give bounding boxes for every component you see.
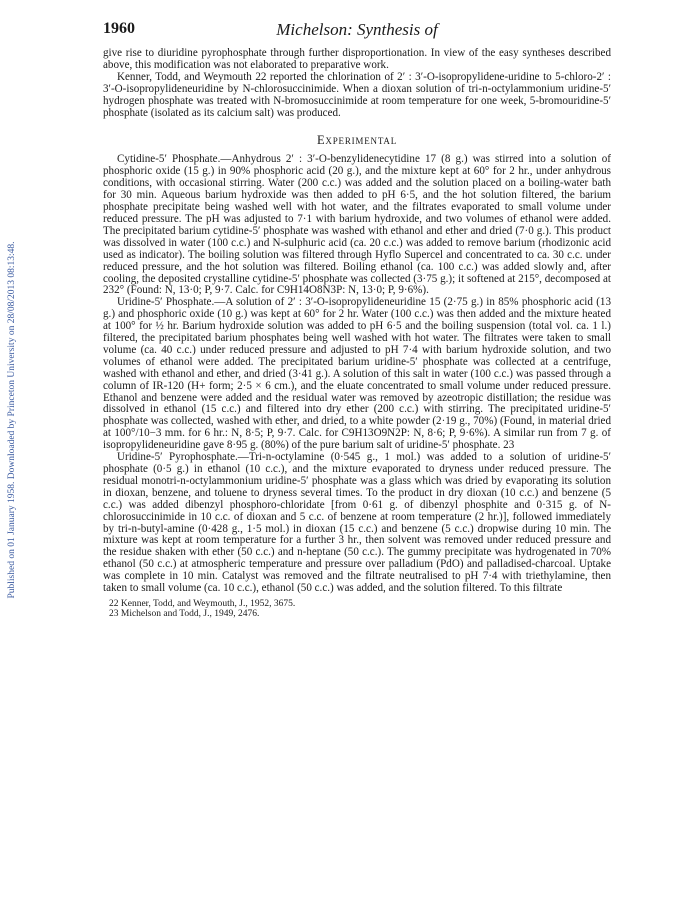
download-notice: Published on 01 January 1958. Downloaded by Princeton University on 28/08/2013 08:13:48.: [7, 241, 17, 599]
paragraph-2: Kenner, Todd, and Weymouth 22 reported the chlorination of 2′ : 3′-O-isopropylidene-uridine to 5-chloro-2′ : 3′-O-isopropylideneuridine by N-chlorosuccinimide. When a dioxan solution of tri-n-octylammonium uridine-5′ hydrogen phosphate was treated with N-bromosuccinimide at room temperature for one week, 5-bromouridine-5′ phosphate (isolated as its calcium salt) was produced.: [103, 70, 611, 119]
paragraph-1: give rise to diuridine pyrophosphate through further disproportionation. In view of the easy syntheses described above, this modification was not elaborated to preparative work.: [103, 47, 611, 71]
section-heading: Experimental: [316, 133, 397, 148]
paragraph-cytidine-phosphate: Cytidine-5′ Phosphate.—Anhydrous 2′ : 3′-O-benzylidenecytidine 17 (8 g.) was stirred into a solution of phosphoric oxide (15 g.) in 90% phosphoric acid (20 g.), and the mixture kept at 60° for 2 hr., under anhydrous conditions, with occasional stirring. Water (200 c.c.) was added and the solution placed on a boiling-water bath for 30 min. Aqueous barium hydroxide was then added to pH 6·5, and the hot solution filtered, the barium phosphate precipitate being washed well with hot water, and the filtrates evaporated to small volume under reduced pressure. The pH was adjusted to 7·1 with barium hydroxide, and two volumes of ethanol were added. The precipitated barium cytidine-5′ phosphate was washed with ethanol and ether and dried (7·0 g.). This product was dissolved in water (100 c.c.) and N-sulphuric acid (ca. 20 c.c.) was added to remove barium (rhodizonic acid used as indicator). The boiling solution was filtered through Hyflo Supercel and concentrated to ca. 30 c.c. under reduced pressure, and the hot solution was filtered. Boiling ethanol (ca. 100 c.c.) was added slowly and, after cooling, the deposited crystalline cytidine-5′ phosphate was collected (3·75 g.); it softened at 215°, decomposed at 232° (Found: N, 13·0; P, 9·7. Calc. for C9H14O8N3P: N, 13·0; P, 9·6%).: [103, 153, 611, 297]
running-title: Michelson: Synthesis of: [276, 20, 438, 39]
article-body: [103, 48, 611, 620]
page-number: 1960: [103, 20, 135, 37]
footnote-23: 23 Michelson and Todd, J., 1949, 2476.: [109, 609, 260, 620]
footnote-22: 22 Kenner, Todd, and Weymouth, J., 1952, 3675.: [109, 598, 296, 609]
paragraph-uridine-phosphate: Uridine-5′ Phosphate.—A solution of 2′ : 3′-O-isopropylideneuridine 15 (2·75 g.) in 85% phosphoric acid (13 g.) and phosphoric oxide (10 g.) was kept at 60° for 2 hr. Water (100 c.c.) was then added and the mixture heated at 100° for ½ hr. Barium hydroxide solution was added to pH 6·5 and the boiling suspension (total vol. ca. 1 l.) filtered, the precipitated barium phosphates being well washed with hot water. The filtrates were taken to small volume (ca. 40 c.c.) under reduced pressure and adjusted to pH 7·4 with barium hydroxide solution, and two volumes of ethanol were added. The precipitated barium uridine-5′ phosphate was collected at a centrifuge, washed with ethanol and ether, and dried (3·41 g.). A solution of this salt in water (100 c.c.) was passed through a column of IR-120 (H+ form; 2·5 × 6 cm.), and the eluate concentrated to small volume under reduced pressure. Ethanol and benzene were added and the residual water was removed by azeotropic distillation; the residue was dissolved in ethanol (15 c.c.) and filtered into dry ether (200 c.c.) with stirring. The precipitated uridine-5′ phosphate was collected, washed with ether, and dried, to a white powder (2·19 g., 70%) (Found, in material dried at 100°/10−3 mm. for 6 hr.: N, 8·5; P, 9·7. Calc. for C9H13O9N2P: N, 8·6; P, 9·6%). A similar run from 7 g. of isopropylideneuridine gave 8·95 g. (80%) of the pure barium salt of uridine-5′ phosphate. 23: [103, 296, 611, 452]
page-header: [103, 20, 611, 42]
download-watermark: [5, 140, 19, 700]
paragraph-uridine-pyrophosphate: Uridine-5′ Pyrophosphate.—Tri-n-octylamine (0·545 g., 1 mol.) was added to a solution of uridine-5′ phosphate (0·5 g.) in ethanol (10 c.c.), and the mixture evaporated to dryness under reduced pressure. The residual monotri-n-octylammonium uridine-5′ phosphate was a glass which was dried by evaporating its solution in dioxan, benzene, and toluene to dryness several times. To the product in dry dioxan (10 c.c.) and benzene (5 c.c.) was added dibenzyl phosphoro-chloridate [from 0·61 g. of dibenzyl phosphite and 0·315 g. of N-chlorosuccinimide in 10 c.c. of dioxan and 5 c.c. of benzene at room temperature (2 hr.)], followed immediately by tri-n-butyl-amine (0·428 g., 1·5 mol.) in dioxan (15 c.c.) and benzene (5 c.c.) dropwise during 10 min. The mixture was kept at room temperature for a further 3 hr., then solvent was removed under reduced pressure and the residue shaken with ether (50 c.c.) and n-heptane (50 c.c.). The gummy precipitate was hydrogenated in 70% ethanol (50 c.c.) at atmospheric temperature and pressure over palladium (PdO) and palladised-charcoal. Uptake was complete in 10 min. Catalyst was removed and the filtrate neutralised to pH 7·4 with triethylamine, then taken to small volume (ca. 10 c.c.), ethanol (50 c.c.) was added, and the solution filtered. To this filtrate: [103, 451, 611, 595]
